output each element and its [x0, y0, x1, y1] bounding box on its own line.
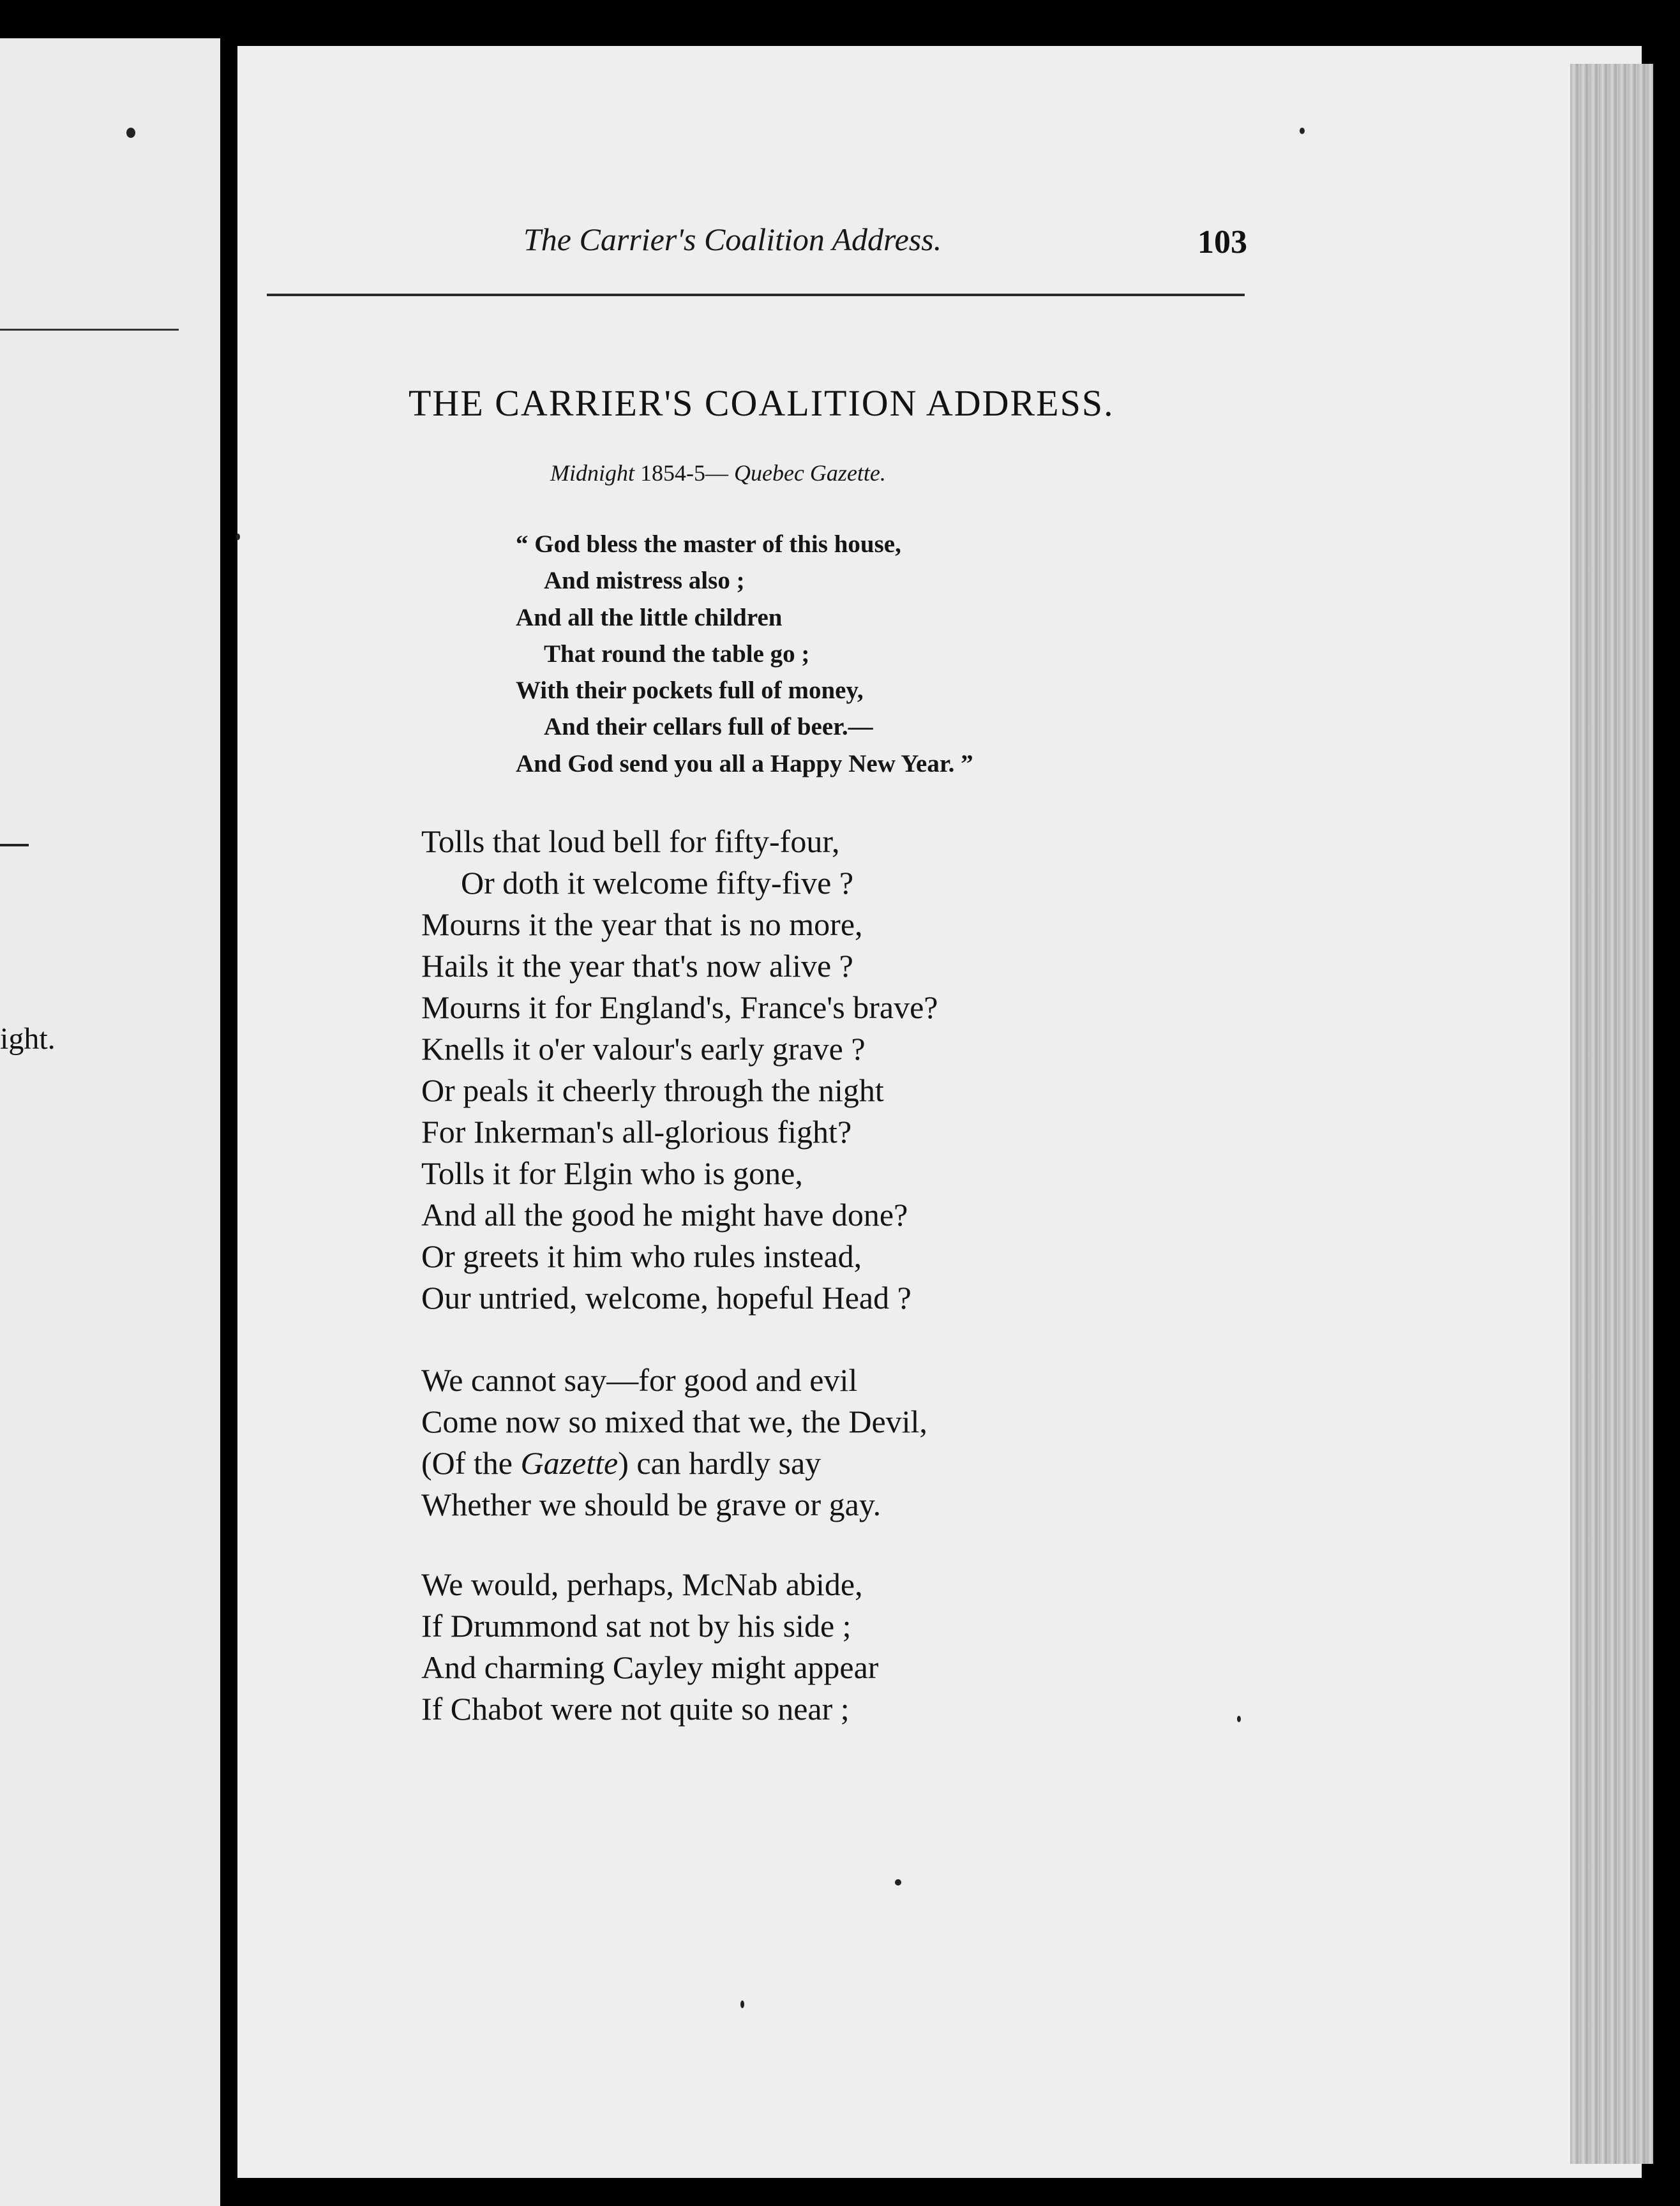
left-page-dash [0, 844, 29, 846]
verse-line: Mourns it the year that is no more, [421, 906, 863, 942]
poem-subtitle [550, 460, 886, 486]
stanza-1 [421, 821, 938, 1319]
ink-speck [236, 534, 240, 540]
subtitle-source: Quebec Gazette. [734, 460, 886, 486]
verse-line: Or doth it welcome fifty-five ? [461, 865, 854, 901]
verse-line: Tolls it for Elgin who is gone, [421, 1155, 803, 1191]
stanza-2 [421, 1360, 927, 1526]
ink-speck [1300, 128, 1305, 134]
ink-speck [895, 1879, 901, 1886]
running-header: The Carrier's Coalition Address. [523, 221, 942, 257]
verse-line: Our untried, welcome, hopeful Head ? [421, 1280, 911, 1316]
poem-title: THE CARRIER'S COALITION ADDRESS. [409, 382, 1114, 424]
verse-line: And charming Cayley might appear [421, 1649, 879, 1685]
verse-line: Hails it the year that's now alive ? [421, 948, 853, 984]
verse-line: If Chabot were not quite so near ; [421, 1691, 850, 1727]
verse-line: For Inkerman's all-glorious fight? [421, 1114, 852, 1150]
epigraph-line: “ God bless the master of this house, [516, 530, 901, 558]
left-page [0, 38, 220, 2206]
verse-line: We cannot say—for good and evil [421, 1362, 858, 1398]
verse-line: If Drummond sat not by his side ; [421, 1608, 851, 1644]
page-edge [1570, 64, 1653, 2164]
verse-line: Come now so mixed that we, the Devil, [421, 1404, 927, 1439]
epigraph-line: And mistress also ; [544, 567, 745, 595]
verse-line: And all the good he might have done? [421, 1197, 908, 1233]
verse-line: Whether we should be grave or gay. [421, 1487, 881, 1522]
verse-line: Knells it o'er valour's early grave ? [421, 1031, 866, 1067]
ink-speck [740, 2000, 744, 2008]
verse-line: Tolls that loud bell for fifty-four, [421, 823, 840, 859]
epigraph-line: That round the table go ; [544, 640, 810, 668]
left-page-rule [0, 329, 179, 331]
epigraph-line: With their pockets full of money, [516, 677, 864, 705]
subtitle-year: 1854-5— [640, 460, 728, 486]
ink-speck [1237, 1716, 1241, 1722]
left-page-text-fragment: ight. [0, 1022, 56, 1056]
epigraph-line: And God send you all a Happy New Year. ” [516, 749, 973, 777]
epigraph-line: And all the little children [516, 603, 783, 631]
page-number: 103 [1197, 224, 1247, 260]
verse-line: Mourns it for England's, France's brave? [421, 989, 938, 1025]
verse-line: We would, perhaps, McNab abide, [421, 1566, 863, 1602]
stanza-3 [421, 1564, 878, 1730]
verse-line: Or peals it cheerly through the night [421, 1072, 884, 1108]
verse-line: Or greets it him who rules instead, [421, 1238, 862, 1274]
header-rule [267, 294, 1245, 296]
verse-line: (Of the Gazette) can hardly say [421, 1445, 821, 1481]
epigraph [516, 526, 973, 782]
ink-speck [126, 128, 135, 138]
epigraph-line: And their cellars full of beer.— [544, 713, 873, 741]
subtitle-time: Midnight [550, 460, 634, 486]
